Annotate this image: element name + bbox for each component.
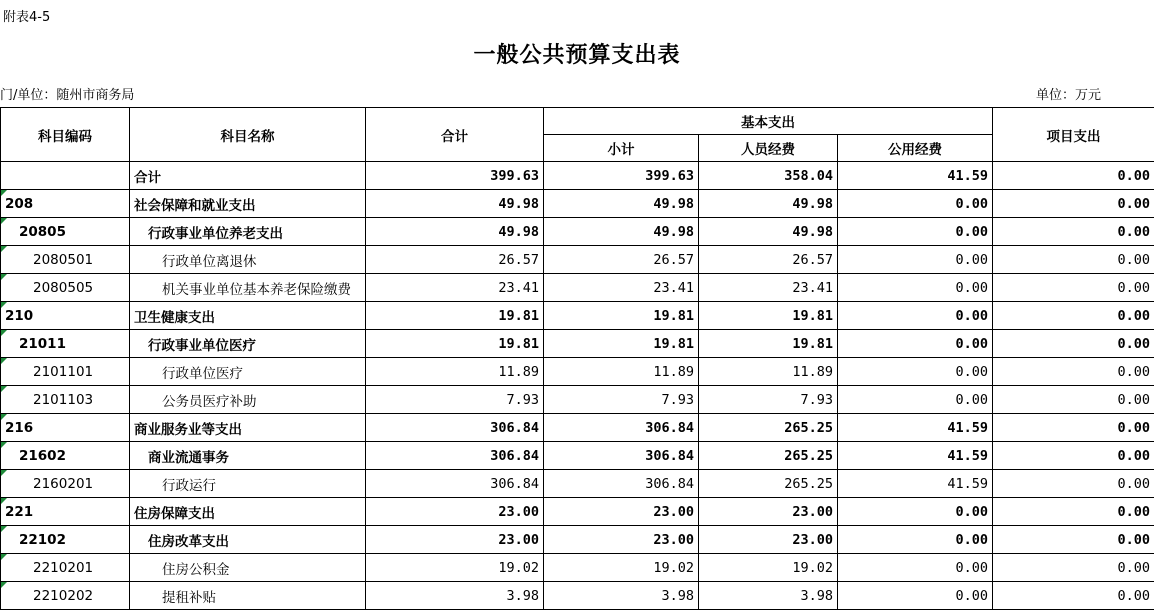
text-format-marker-icon [1, 274, 7, 280]
cell-personnel[interactable]: 3.98 [699, 582, 838, 610]
cell-code[interactable] [1, 582, 130, 610]
cell-name[interactable]: 商业服务业等支出 [130, 414, 366, 442]
text-format-marker-icon [1, 470, 7, 476]
cell-public[interactable]: 0.00 [838, 582, 993, 610]
cell-code[interactable] [1, 442, 130, 470]
cell-total[interactable]: 3.98 [366, 582, 544, 610]
cell-project[interactable]: 0.00 [993, 498, 1154, 526]
cell-public[interactable]: 41.59 [838, 470, 993, 498]
cell-total[interactable]: 49.98 [366, 218, 544, 246]
cell-total[interactable]: 19.81 [366, 330, 544, 358]
cell-code[interactable] [1, 274, 130, 302]
column-header-public: 公用经费 [838, 135, 993, 162]
cell-project[interactable]: 0.00 [993, 414, 1154, 442]
table-row [1, 218, 1154, 246]
table-row [1, 470, 1154, 498]
cell-public[interactable]: 0.00 [838, 386, 993, 414]
cell-total[interactable]: 23.41 [366, 274, 544, 302]
code-text: 20805 [19, 223, 66, 240]
cell-project[interactable]: 0.00 [993, 358, 1154, 386]
cell-subtotal[interactable]: 23.00 [544, 498, 699, 526]
text-format-marker-icon [1, 554, 7, 560]
cell-code[interactable] [1, 498, 130, 526]
cell-subtotal[interactable]: 26.57 [544, 246, 699, 274]
column-header-name: 科目名称 [130, 108, 366, 162]
cell-total[interactable]: 7.93 [366, 386, 544, 414]
column-header-code: 科目编码 [1, 108, 130, 162]
text-format-marker-icon [1, 190, 7, 196]
budget-expenditure-table [0, 107, 1154, 610]
column-header-basic: 基本支出 [544, 108, 993, 135]
cell-public[interactable]: 41.59 [838, 414, 993, 442]
table-body [1, 162, 1154, 610]
cell-name[interactable]: 公务员医疗补助 [130, 386, 366, 414]
cell-subtotal[interactable]: 23.41 [544, 274, 699, 302]
cell-subtotal[interactable]: 399.63 [544, 162, 699, 190]
cell-project[interactable]: 0.00 [993, 582, 1154, 610]
code-text: 2101101 [33, 363, 94, 380]
text-format-marker-icon [1, 302, 7, 308]
cell-subtotal[interactable]: 3.98 [544, 582, 699, 610]
cell-name[interactable]: 行政单位医疗 [130, 358, 366, 386]
text-format-marker-icon [1, 582, 7, 588]
cell-name[interactable]: 提租补贴 [130, 582, 366, 610]
cell-code[interactable] [1, 386, 130, 414]
cell-subtotal[interactable]: 306.84 [544, 442, 699, 470]
cell-subtotal[interactable]: 19.81 [544, 302, 699, 330]
cell-total[interactable]: 399.63 [366, 162, 544, 190]
cell-subtotal[interactable]: 11.89 [544, 358, 699, 386]
cell-total[interactable]: 11.89 [366, 358, 544, 386]
cell-name[interactable]: 行政事业单位医疗 [130, 330, 366, 358]
cell-code[interactable] [1, 414, 130, 442]
cell-code[interactable] [1, 358, 130, 386]
cell-public[interactable]: 0.00 [838, 526, 993, 554]
code-text: 221 [5, 503, 34, 520]
table-row [1, 330, 1154, 358]
table-row [1, 582, 1154, 610]
text-format-marker-icon [1, 218, 7, 224]
cell-project[interactable]: 0.00 [993, 386, 1154, 414]
cell-total[interactable]: 306.84 [366, 470, 544, 498]
cell-total[interactable]: 23.00 [366, 526, 544, 554]
cell-code[interactable] [1, 162, 130, 190]
code-text: 21011 [19, 335, 66, 352]
code-text: 2210202 [33, 587, 94, 604]
cell-public[interactable]: 0.00 [838, 330, 993, 358]
cell-subtotal[interactable]: 7.93 [544, 386, 699, 414]
cell-project[interactable]: 0.00 [993, 274, 1154, 302]
cell-code[interactable] [1, 190, 130, 218]
code-text: 2101103 [33, 391, 94, 408]
cell-subtotal[interactable]: 49.98 [544, 190, 699, 218]
cell-personnel[interactable]: 7.93 [699, 386, 838, 414]
cell-total[interactable]: 306.84 [366, 414, 544, 442]
cell-personnel[interactable]: 11.89 [699, 358, 838, 386]
cell-total[interactable]: 19.02 [366, 554, 544, 582]
cell-name[interactable]: 商业流通事务 [130, 442, 366, 470]
column-header-total: 合计 [366, 108, 544, 162]
column-header-project: 项目支出 [993, 108, 1154, 162]
cell-project[interactable]: 0.00 [993, 246, 1154, 274]
cell-total[interactable]: 23.00 [366, 498, 544, 526]
cell-project[interactable]: 0.00 [993, 218, 1154, 246]
cell-personnel[interactable]: 265.25 [699, 470, 838, 498]
cell-public[interactable]: 0.00 [838, 302, 993, 330]
cell-name[interactable]: 住房改革支出 [130, 526, 366, 554]
cell-name[interactable]: 住房公积金 [130, 554, 366, 582]
text-format-marker-icon [1, 498, 7, 504]
table-row [1, 302, 1154, 330]
table-row [1, 498, 1154, 526]
cell-name[interactable]: 合计 [130, 162, 366, 190]
cell-project[interactable]: 0.00 [993, 302, 1154, 330]
cell-project[interactable]: 0.00 [993, 554, 1154, 582]
table-row [1, 386, 1154, 414]
cell-name[interactable]: 社会保障和就业支出 [130, 190, 366, 218]
cell-personnel[interactable]: 19.81 [699, 330, 838, 358]
cell-public[interactable]: 0.00 [838, 554, 993, 582]
cell-code[interactable] [1, 246, 130, 274]
annex-label: 附表4-5 [3, 10, 51, 25]
code-text: 2210201 [33, 559, 94, 576]
cell-total[interactable]: 306.84 [366, 442, 544, 470]
code-text: 208 [5, 195, 34, 212]
cell-personnel[interactable]: 19.02 [699, 554, 838, 582]
cell-code[interactable] [1, 526, 130, 554]
cell-public[interactable]: 41.59 [838, 162, 993, 190]
code-text: 2080505 [33, 279, 94, 296]
cell-project[interactable]: 0.00 [993, 442, 1154, 470]
text-format-marker-icon [1, 442, 7, 448]
text-format-marker-icon [1, 414, 7, 420]
cell-project[interactable]: 0.00 [993, 162, 1154, 190]
cell-personnel[interactable]: 49.98 [699, 218, 838, 246]
column-header-subtotal: 小计 [544, 135, 699, 162]
cell-total[interactable]: 26.57 [366, 246, 544, 274]
cell-public[interactable]: 0.00 [838, 358, 993, 386]
cell-subtotal[interactable]: 306.84 [544, 414, 699, 442]
cell-code[interactable] [1, 330, 130, 358]
cell-project[interactable]: 0.00 [993, 526, 1154, 554]
code-text: 22102 [19, 531, 66, 548]
cell-name[interactable]: 行政事业单位养老支出 [130, 218, 366, 246]
table-row [1, 526, 1154, 554]
table-row [1, 246, 1154, 274]
cell-personnel[interactable]: 265.25 [699, 414, 838, 442]
text-format-marker-icon [1, 246, 7, 252]
code-text: 216 [5, 419, 34, 436]
cell-subtotal[interactable]: 306.84 [544, 470, 699, 498]
cell-public[interactable]: 0.00 [838, 218, 993, 246]
cell-total[interactable]: 19.81 [366, 302, 544, 330]
cell-total[interactable]: 49.98 [366, 190, 544, 218]
cell-public[interactable]: 0.00 [838, 190, 993, 218]
table-row [1, 414, 1154, 442]
cell-code[interactable] [1, 554, 130, 582]
cell-public[interactable]: 0.00 [838, 246, 993, 274]
cell-personnel[interactable]: 49.98 [699, 190, 838, 218]
code-text: 2160201 [33, 475, 94, 492]
page-title: 一般公共预算支出表 [473, 43, 681, 68]
table-row [1, 162, 1154, 190]
text-format-marker-icon [1, 330, 7, 336]
cell-project[interactable]: 0.00 [993, 190, 1154, 218]
cell-personnel[interactable]: 19.81 [699, 302, 838, 330]
cell-name[interactable]: 机关事业单位基本养老保险缴费 [130, 274, 366, 302]
cell-public[interactable]: 41.59 [838, 442, 993, 470]
code-text: 21602 [19, 447, 66, 464]
cell-name[interactable]: 卫生健康支出 [130, 302, 366, 330]
table-row [1, 274, 1154, 302]
cell-code[interactable] [1, 218, 130, 246]
cell-personnel[interactable]: 26.57 [699, 246, 838, 274]
cell-subtotal[interactable]: 49.98 [544, 218, 699, 246]
currency-unit-label: 单位：万元 [1036, 88, 1102, 103]
cell-subtotal[interactable]: 19.02 [544, 554, 699, 582]
cell-project[interactable]: 0.00 [993, 470, 1154, 498]
cell-code[interactable] [1, 470, 130, 498]
code-text: 2080501 [33, 251, 94, 268]
table-row [1, 442, 1154, 470]
code-text: 210 [5, 307, 34, 324]
table-row [1, 554, 1154, 582]
cell-name[interactable]: 住房保障支出 [130, 498, 366, 526]
cell-name[interactable]: 行政运行 [130, 470, 366, 498]
table-row [1, 358, 1154, 386]
cell-subtotal[interactable]: 23.00 [544, 526, 699, 554]
cell-public[interactable]: 0.00 [838, 498, 993, 526]
cell-personnel[interactable]: 23.00 [699, 526, 838, 554]
cell-subtotal[interactable]: 19.81 [544, 330, 699, 358]
text-format-marker-icon [1, 358, 7, 364]
text-format-marker-icon [1, 526, 7, 532]
cell-personnel[interactable]: 358.04 [699, 162, 838, 190]
cell-name[interactable]: 行政单位离退休 [130, 246, 366, 274]
table-row [1, 190, 1154, 218]
cell-personnel[interactable]: 23.41 [699, 274, 838, 302]
department-label: 门/单位：随州市商务局 [0, 88, 135, 103]
cell-personnel[interactable]: 23.00 [699, 498, 838, 526]
cell-project[interactable]: 0.00 [993, 330, 1154, 358]
column-header-personnel: 人员经费 [699, 135, 838, 162]
cell-public[interactable]: 0.00 [838, 274, 993, 302]
cell-personnel[interactable]: 265.25 [699, 442, 838, 470]
cell-code[interactable] [1, 302, 130, 330]
text-format-marker-icon [1, 386, 7, 392]
